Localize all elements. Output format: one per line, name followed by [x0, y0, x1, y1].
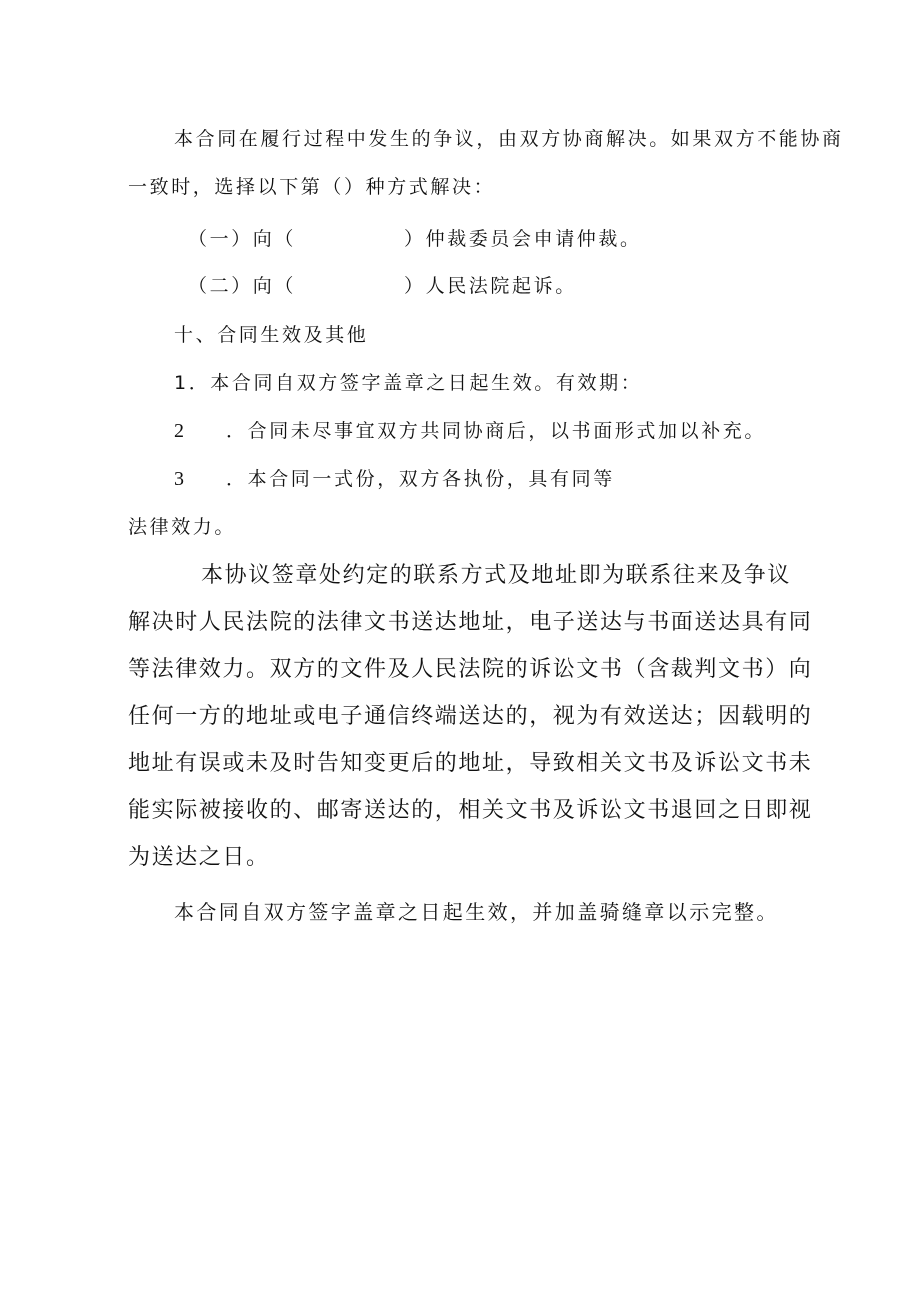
section-ten-item-1: 1．本合同自双方签字盖章之日起生效。有效期： — [174, 372, 643, 394]
service-clause-line-5: 地址有误或未及时告知变更后的地址，导致相关文书及诉讼文书未 — [128, 751, 813, 776]
service-clause-line-3: 等法律效力。双方的文件及人民法院的诉讼文书（含裁判文书）向 — [128, 657, 813, 682]
section-ten-heading: 十、合同生效及其他 — [174, 324, 369, 346]
section-ten-item-2-number: 2 — [174, 420, 184, 442]
service-clause-line-7: 为送达之日。 — [128, 845, 270, 870]
section-ten-item-2-text: ．合同未尽事宜双方共同协商后，以书面形式加以补充。 — [226, 420, 767, 442]
dispute-paragraph-line-1: 本合同在履行过程中发生的争议，由双方协商解决。如果双方不能协商 — [174, 128, 844, 150]
service-clause-line-6: 能实际被接收的、邮寄送达的，相关文书及诉讼文书退回之日即视 — [128, 798, 813, 823]
section-ten-item-3-number: 3 — [174, 468, 184, 490]
closing-statement: 本合同自双方签字盖章之日起生效，并加盖骑缝章以示完整。 — [174, 900, 779, 924]
service-clause-line-4: 任何一方的地址或电子通信终端送达的，视为有效送达；因载明的 — [128, 704, 813, 729]
dispute-option-arbitration: （一）向（ ）仲裁委员会申请仲裁。 — [188, 228, 642, 250]
service-clause-line-2: 解决时人民法院的法律文书送达地址，电子送达与书面送达具有同 — [128, 610, 813, 635]
dispute-option-court: （二）向（ ）人民法院起诉。 — [188, 275, 577, 297]
dispute-paragraph-line-2: 一致时，选择以下第（）种方式解决： — [128, 176, 496, 198]
section-ten-item-3-text: ．本合同一式份，双方各执份，具有同等 — [226, 468, 615, 490]
service-clause-line-1: 本协议签章处约定的联系方式及地址即为联系往来及争议 — [201, 563, 792, 588]
section-ten-item-3-continuation: 法律效力。 — [128, 516, 237, 538]
